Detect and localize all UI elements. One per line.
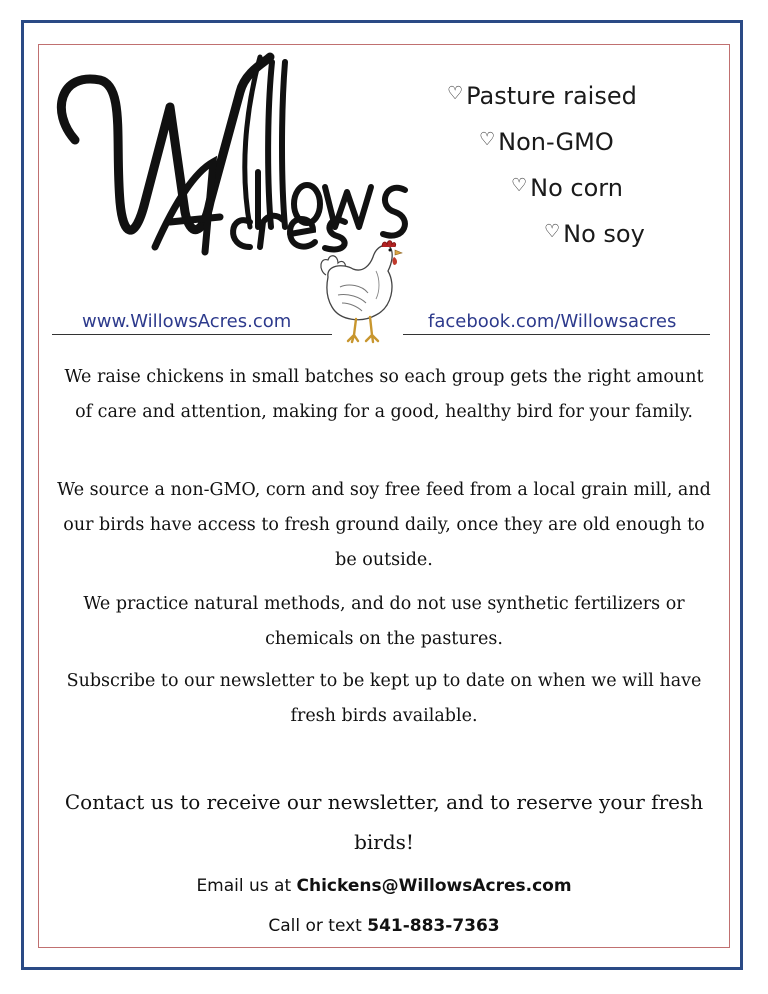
willows-acres-logo [45,52,420,262]
email-line: Email us at Chickens@WillowsAcres.com [196,876,572,896]
divider-right [403,334,710,335]
contact-heading: Contact us to receive our newsletter, and to reserve your fresh birds! [64,790,704,854]
facebook-link[interactable]: facebook.com/Willowsacres [428,311,677,332]
heart-outline-icon: ♡ [511,174,528,196]
paragraph-small-batches: We raise chickens in small batches so each group gets the right amount of care and attention, making for a good, healthy bird for your family. [64,367,704,422]
divider-left [52,334,332,335]
email-address[interactable]: Chickens@WillowsAcres.com [296,876,572,896]
feature-non-gmo: ♡ Non-GMO [479,128,614,156]
feature-pasture-raised: ♡ Pasture raised [447,82,637,110]
phone-line: Call or text 541-883-7363 [268,916,500,936]
phone-number[interactable]: 541-883-7363 [367,916,500,936]
paragraph-feed-source: We source a non-GMO, corn and soy free feed from a local grain mill, and our birds have access to fresh ground daily, once they are old enough to be outside. [57,480,711,570]
paragraph-natural-methods: We practice natural methods, and do not use synthetic fertilizers or chemicals on the pastures. [83,594,685,649]
feature-no-corn: ♡ No corn [511,174,623,202]
website-link[interactable]: www.WillowsAcres.com [82,311,292,332]
heart-outline-icon: ♡ [479,128,496,150]
heart-outline-icon: ♡ [544,220,561,242]
feature-no-soy: ♡ No soy [544,220,645,248]
paragraph-newsletter: Subscribe to our newsletter to be kept up to date on when we will have fresh birds available. [66,671,702,726]
chicken-illustration [318,235,403,347]
heart-outline-icon: ♡ [447,82,464,104]
